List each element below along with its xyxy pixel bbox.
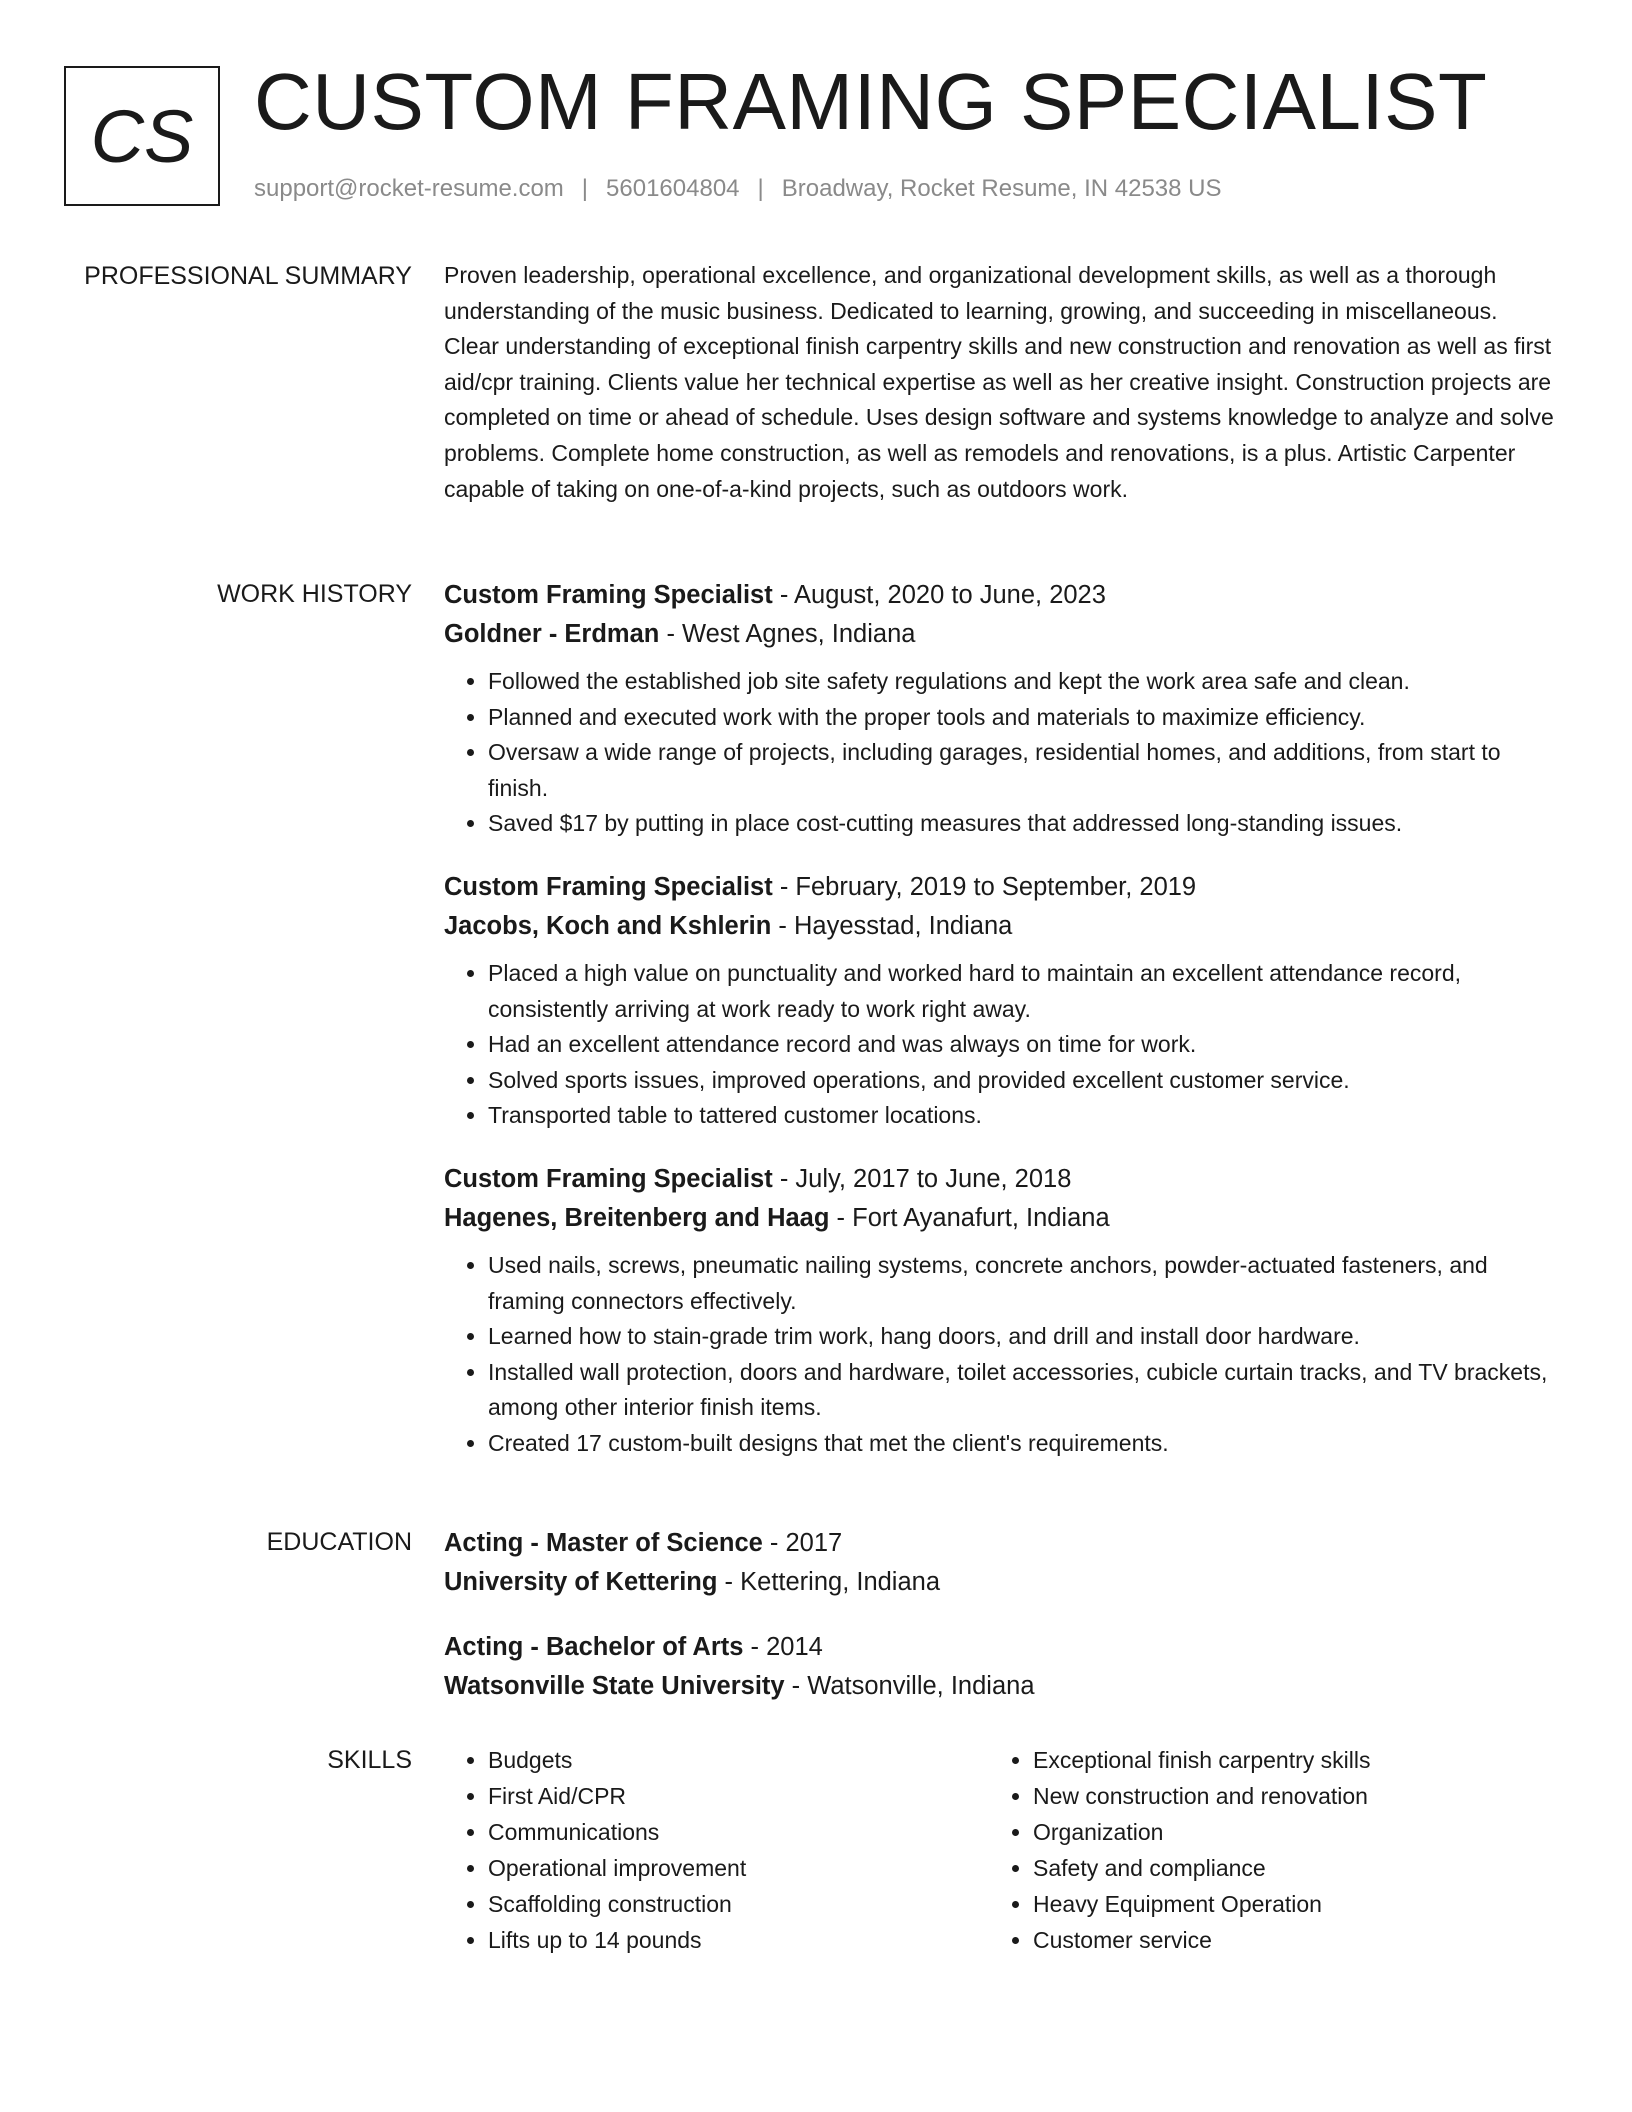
skill-item: • First Aid/CPR: [488, 1778, 989, 1814]
skills-columns: [444, 1742, 1556, 1958]
education-entry: [444, 1524, 1556, 1602]
job-title-line: [444, 576, 1556, 615]
job-title-line: [444, 1160, 1556, 1199]
job-title-line: [444, 868, 1556, 907]
job-bullet: • Had an excellent attendance record and was always on time for work.: [488, 1027, 1556, 1063]
skill-item: • Scaffolding construction: [488, 1886, 989, 1922]
skill-item: • Budgets: [488, 1742, 989, 1778]
job-company: Hagenes, Breitenberg and Haag: [444, 1203, 830, 1232]
school-line: [444, 1667, 1556, 1706]
job-bullet: • Solved sports issues, improved operations, and provided excellent customer service.: [488, 1063, 1556, 1099]
school-location: - Kettering, Indiana: [717, 1568, 941, 1596]
degree: Acting - Master of Science: [444, 1529, 763, 1557]
skill-item: • Communications: [488, 1814, 989, 1850]
job-bullet: • Placed a high value on punctuality and worked hard to maintain an excellent attendance record, consistently arriving at work ready to work right away.: [488, 956, 1556, 1027]
job-location: - West Agnes, Indiana: [659, 620, 916, 648]
email-link[interactable]: support@rocket-resume.com: [254, 175, 564, 202]
job-company: Jacobs, Koch and Kshlerin: [444, 911, 772, 940]
contact-line: [254, 172, 1222, 206]
skill-item: • New construction and renovation: [1033, 1778, 1534, 1814]
job-bullet: • Oversaw a wide range of projects, including garages, residential homes, and additions, from start to finish.: [488, 735, 1556, 806]
skills-column-left: [444, 1742, 989, 1958]
job-dates: - February, 2019 to September, 2019: [772, 872, 1197, 901]
job-bullet: • Saved $17 by putting in place cost-cutting measures that addressed long-standing issues.: [488, 806, 1556, 842]
job-bullet: • Created 17 custom-built designs that met the client's requirements.: [488, 1426, 1556, 1462]
contact-separator: |: [757, 175, 764, 202]
job-bullets: [444, 956, 1556, 1134]
job-company-line: [444, 615, 1556, 654]
job-bullet: • Transported table to tattered customer locations.: [488, 1098, 1556, 1134]
education-entry: [444, 1628, 1556, 1706]
section-title-summary: PROFESSIONAL SUMMARY: [84, 262, 412, 290]
school-line: [444, 1563, 1556, 1602]
monogram-logo: [64, 66, 220, 206]
skill-item: • Safety and compliance: [1033, 1850, 1534, 1886]
job-location: - Fort Ayanafurt, Indiana: [829, 1203, 1110, 1232]
degree-year: - 2017: [762, 1529, 843, 1557]
job-entry: [444, 1160, 1556, 1462]
job-company-line: [444, 907, 1556, 946]
job-dates: - July, 2017 to June, 2018: [772, 1164, 1072, 1193]
job-bullets: [444, 664, 1556, 842]
section-title-skills: SKILLS: [327, 1746, 412, 1774]
job-location: - Hayesstad, Indiana: [771, 911, 1013, 940]
contact-separator: |: [581, 175, 589, 202]
summary-text: Proven leadership, operational excellence, and organizational development skills, as well as a thorough understanding of the music business. Dedicated to learning, growing, and succeeding in miscellaneous. Clear understanding of exceptional finish carpentry skills and new construction and renovation as well as first aid/cpr training. Clients value her technical expertise as well as her creative insight. Construction projects are completed on time or ahead of schedule. Uses design software and systems knowledge to analyze and solve problems. Complete home construction, as well as remodels and renovations, is a plus. Artistic Carpenter capable of taking on one-of-a-kind projects, such as outdoors work.: [444, 262, 1554, 502]
skill-item: • Operational improvement: [488, 1850, 989, 1886]
skill-item: • Exceptional finish carpentry skills: [1033, 1742, 1534, 1778]
job-bullet: • Followed the established job site safety regulations and kept the work area safe and clean.: [488, 664, 1556, 700]
skill-item: • Heavy Equipment Operation: [1033, 1886, 1534, 1922]
degree-line: [444, 1524, 1556, 1563]
job-bullet: • Installed wall protection, doors and hardware, toilet accessories, cubicle curtain tracks, and TV brackets, among other interior finish items.: [488, 1355, 1556, 1426]
job-bullet: • Used nails, screws, pneumatic nailing systems, concrete anchors, powder-actuated fasteners, and framing connectors effectively.: [488, 1248, 1556, 1319]
skills-column-right: [989, 1742, 1534, 1958]
school-location: - Watsonville, Indiana: [784, 1672, 1035, 1700]
section-title-education: EDUCATION: [266, 1528, 412, 1556]
section-title-work-history: WORK HISTORY: [217, 580, 412, 608]
job-entry: [444, 868, 1556, 1134]
phone-number: 5601604804: [606, 175, 740, 202]
school: Watsonville State University: [444, 1672, 785, 1700]
address: Broadway, Rocket Resume, IN 42538 US: [781, 175, 1222, 202]
resume-name: CUSTOM FRAMING SPECIALIST: [254, 57, 1488, 146]
job-role: Custom Framing Specialist: [444, 1164, 773, 1193]
job-role: Custom Framing Specialist: [444, 581, 773, 609]
degree-line: [444, 1628, 1556, 1667]
job-bullet: • Learned how to stain-grade trim work, hang doors, and drill and install door hardware.: [488, 1319, 1556, 1355]
job-company-line: [444, 1199, 1556, 1238]
job-entry: [444, 576, 1556, 842]
degree-year: - 2014: [743, 1633, 823, 1661]
skill-item: • Lifts up to 14 pounds: [488, 1922, 989, 1958]
school: University of Kettering: [444, 1568, 718, 1596]
degree: Acting - Bachelor of Arts: [444, 1633, 744, 1661]
skill-item: • Customer service: [1033, 1922, 1534, 1958]
job-role: Custom Framing Specialist: [444, 872, 773, 901]
job-dates: - August, 2020 to June, 2023: [772, 581, 1106, 609]
job-company: Goldner - Erdman: [444, 620, 660, 648]
monogram-text: CS: [90, 94, 194, 178]
job-bullets: [444, 1248, 1556, 1462]
skill-item: • Organization: [1033, 1814, 1534, 1850]
job-bullet: • Planned and executed work with the proper tools and materials to maximize efficiency.: [488, 700, 1556, 736]
